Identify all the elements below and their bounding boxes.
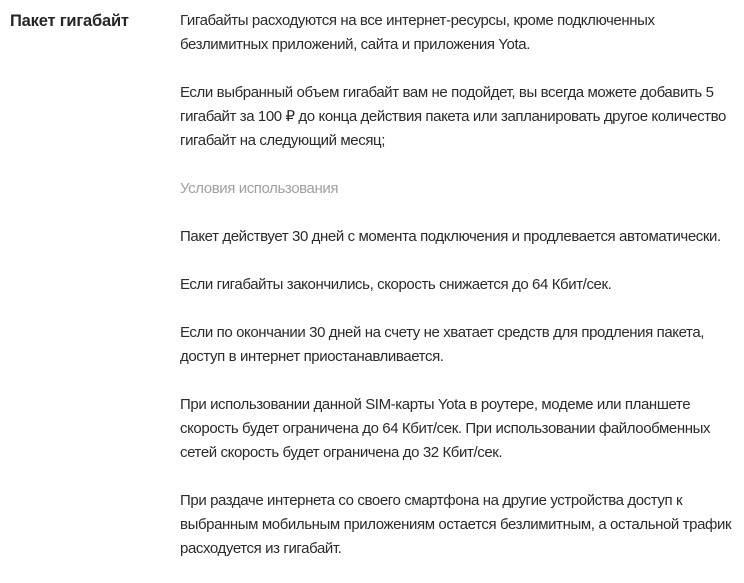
definition-row bbox=[10, 9, 740, 583]
term-title: Пакет гигабайт bbox=[10, 12, 129, 30]
description-paragraph: Если гигабайты закончились, скорость снижается до 64 Кбит/сек. bbox=[180, 276, 612, 293]
description-paragraph: Гигабайты расходуются на все интернет-ресурсы, кроме подключенных безлимитных приложений, сайта и приложения Yota. bbox=[180, 12, 655, 53]
description-paragraph: При использовании данной SIM-карты Yota в роутере, модеме или планшете скорость будет ограничена до 64 Кбит/сек. При использовании файлообменных сетей скорость будет ограничена до 32 Кбит/сек. bbox=[180, 396, 711, 461]
description-paragraph: Если по окончании 30 дней на счету не хватает средств для продления пакета, доступ в интернет приостанавливается. bbox=[180, 324, 705, 365]
term-description bbox=[180, 9, 740, 583]
description-paragraph: Пакет действует 30 дней с момента подключения и продлевается автоматически. bbox=[180, 228, 721, 245]
description-paragraph: При раздаче интернета со своего смартфона на другие устройства доступ к выбранным мобильным приложениям остается безлимитным, а остальной трафик расходуется из гигабайт. bbox=[180, 492, 732, 557]
description-paragraph: Если выбранный объем гигабайт вам не подойдет, вы всегда можете добавить 5 гигабайт за 100 ₽ до конца действия пакета или запланировать другое количество гигабайт на следующий месяц; bbox=[180, 84, 726, 149]
section-label: Условия использования bbox=[180, 180, 339, 197]
